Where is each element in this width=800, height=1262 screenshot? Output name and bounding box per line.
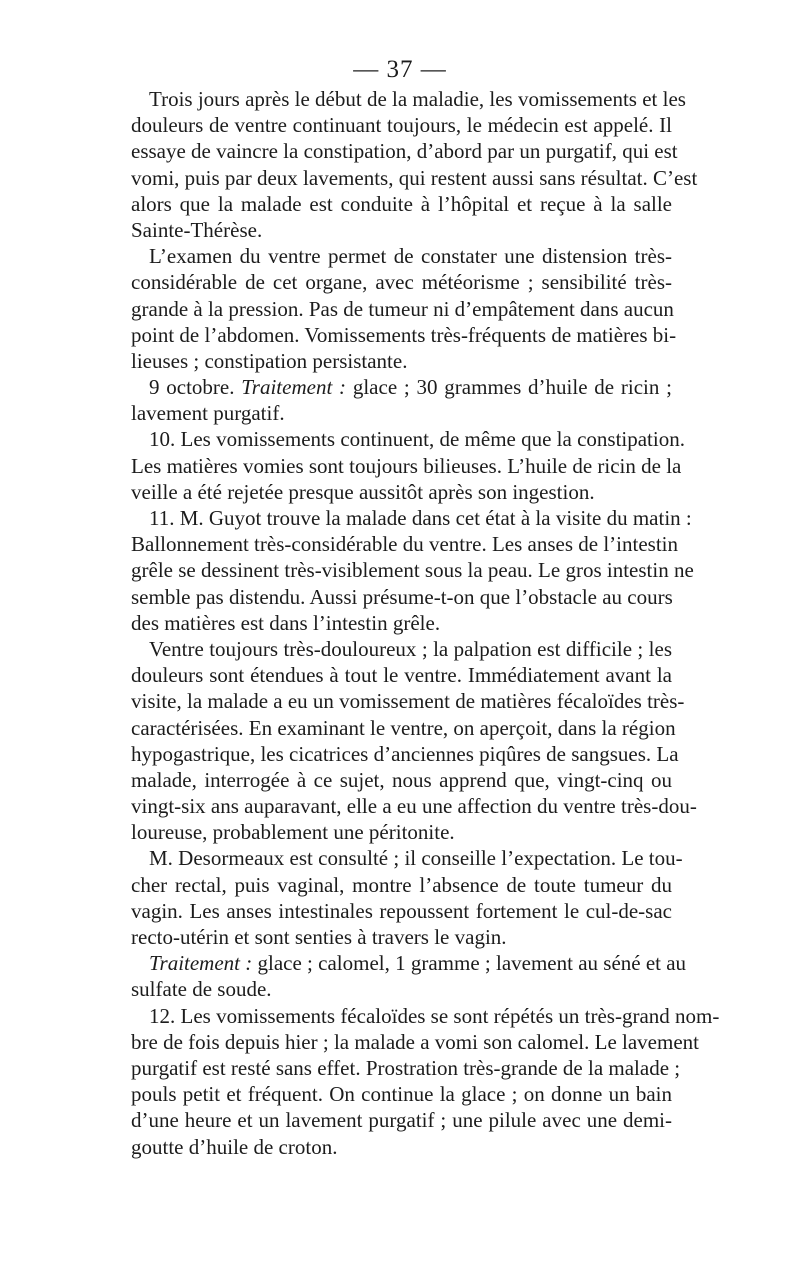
text-line: visite, la malade a eu un vomissement de matières fécaloïdes très-: [131, 689, 685, 714]
text-line: vagin. Les anses intestinales repoussent fortement le cul-de-sac: [131, 898, 672, 923]
text-line: considérable de cet organe, avec météorisme ; sensibilité très-: [131, 270, 672, 295]
text-line: lieuses ; constipation persistante.: [131, 348, 408, 373]
text-line: Ventre toujours très-douloureux ; la palpation est difficile ; les: [149, 636, 672, 661]
text-line: malade, interrogée à ce sujet, nous apprend que, vingt-cinq ou: [131, 767, 672, 792]
text-line: 11. M. Guyot trouve la malade dans cet état à la visite du matin :: [149, 506, 692, 530]
text-line: pouls petit et fréquent. On continue la glace ; on donne un bain: [131, 1082, 672, 1107]
text-line: grande à la pression. Pas de tumeur ni d’empâtement dans aucun: [131, 296, 674, 321]
text-line: douleurs de ventre continuant toujours, le médecin est appelé. Il: [131, 113, 672, 138]
text-line: 9 octobre. Traitement : glace ; 30 grammes d’huile de ricin ;: [149, 375, 672, 400]
text-line: sulfate de soude.: [131, 977, 272, 1002]
text-line: douleurs sont étendues à tout le ventre. Immédiatement avant la: [131, 663, 672, 688]
text-line: Ballonnement très-considérable du ventre. Les anses de l’intestin: [131, 532, 678, 557]
text-line: L’examen du ventre permet de constater une distension très-: [149, 244, 672, 269]
text-line: lavement purgatif.: [131, 401, 285, 426]
paragraph: [131, 950, 687, 1002]
text-line: Traitement : glace ; calomel, 1 gramme ; lavement au séné et au: [149, 951, 687, 976]
text-line: d’une heure et un lavement purgatif ; une pilule avec une demi-: [131, 1108, 672, 1133]
text-line: alors que la malade est conduite à l’hôpital et reçue à la salle: [131, 191, 672, 216]
text-line: grêle se dessinent très-visiblement sous la peau. Le gros intestin ne: [131, 558, 694, 583]
paragraph: [131, 243, 677, 374]
text-line: hypogastrique, les cicatrices d’anciennes piqûres de sangsues. La: [131, 741, 679, 766]
paragraph: [131, 845, 683, 950]
text-line: Sainte-Thérèse.: [131, 217, 263, 242]
paragraph: [131, 374, 672, 426]
text-line: loureuse, probablement une péritonite.: [131, 820, 455, 845]
text-line: essaye de vaincre la constipation, d’abord par un purgatif, qui est: [131, 139, 678, 164]
page-number: — 37 —: [353, 56, 447, 83]
paragraph: [131, 1003, 720, 1160]
text-line: cher rectal, puis vaginal, montre l’absence de toute tumeur du: [131, 872, 672, 897]
text-line: bre de fois depuis hier ; la malade a vomi son calomel. Le lavement: [131, 1029, 699, 1054]
paragraph: [131, 426, 685, 505]
text-line: des matières est dans l’intestin grêle.: [131, 610, 441, 635]
paragraph: [131, 86, 698, 243]
text-line: M. Desormeaux est consulté ; il conseille l’expectation. Le tou-: [149, 846, 683, 871]
text-line: 10. Les vomissements continuent, de même que la constipation.: [149, 427, 685, 452]
text-line: 12. Les vomissements fécaloïdes se sont répétés un très-grand nom-: [149, 1003, 720, 1028]
text-line: Les matières vomies sont toujours bilieuses. L’huile de ricin de la: [131, 453, 682, 478]
text-line: Trois jours après le début de la maladie, les vomissements et les: [149, 87, 686, 111]
body-text: [131, 86, 720, 1160]
text-line: vingt-six ans auparavant, elle a eu une affection du ventre très-dou-: [131, 794, 697, 819]
paragraph: [131, 636, 697, 846]
text-line: semble pas distendu. Aussi présume-t-on que l’obstacle au cours: [131, 584, 673, 609]
text-line: caractérisées. En examinant le ventre, on aperçoit, dans la région: [131, 715, 676, 740]
paragraph: [131, 505, 694, 636]
text-line: veille a été rejetée presque aussitôt après son ingestion.: [131, 479, 595, 504]
text-line: recto-utérin et sont senties à travers le vagin.: [131, 925, 507, 949]
text-line: goutte d’huile de croton.: [131, 1134, 338, 1159]
text-line: vomi, puis par deux lavements, qui restent aussi sans résultat. C’est: [131, 165, 698, 190]
text-line: point de l’abdomen. Vomissements très-fréquents de matières bi-: [131, 322, 677, 347]
text-line: purgatif est resté sans effet. Prostration très-grande de la malade ;: [131, 1055, 681, 1080]
